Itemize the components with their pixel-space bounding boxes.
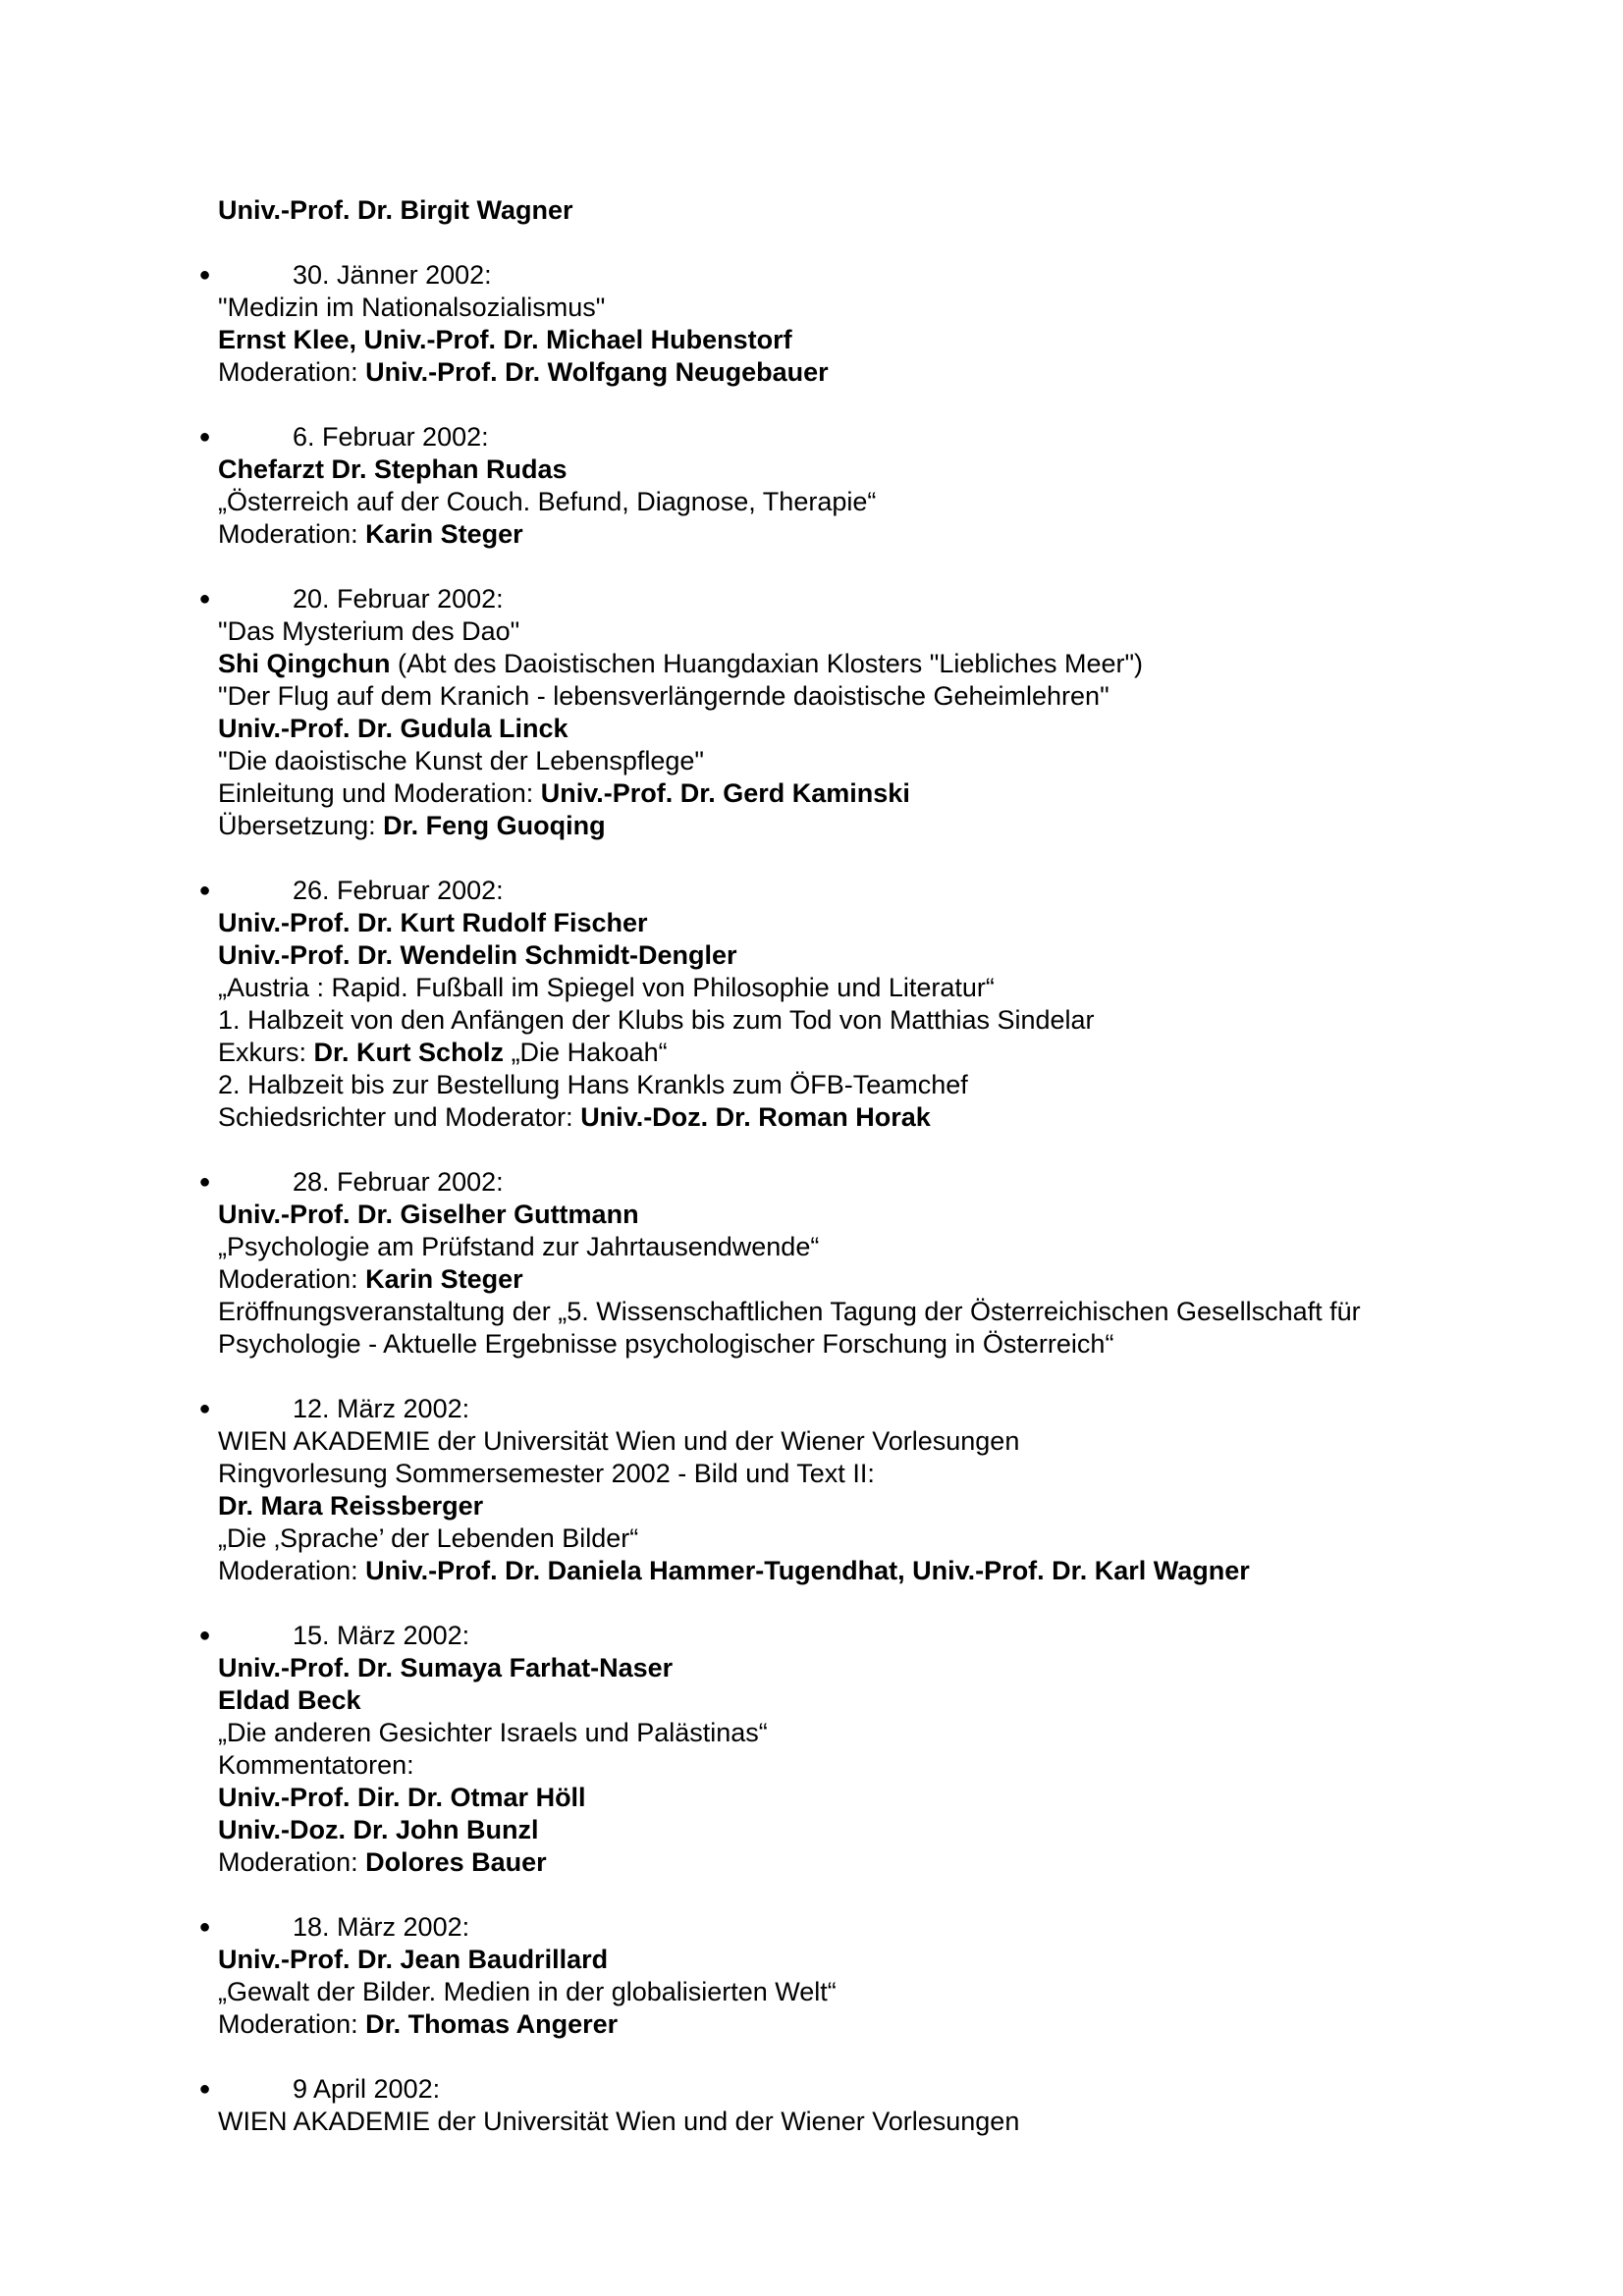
event-text: Moderation: [218, 1847, 366, 1877]
event-line [218, 1522, 1623, 1555]
event-line [218, 777, 1623, 810]
event-line [218, 1425, 1623, 1458]
event-entry [0, 1911, 1623, 2041]
event-line [218, 1037, 1623, 1069]
event-text: Übersetzung: [218, 811, 384, 840]
event-line [218, 1004, 1623, 1037]
bullet-icon: ● [198, 1171, 211, 1193]
event-text: Moderation: [218, 1556, 366, 1585]
event-line [218, 292, 1623, 324]
event-date: 28. Februar 2002: [293, 1167, 504, 1197]
event-text: Moderation: [218, 1264, 366, 1294]
event-line [218, 1490, 1623, 1522]
event-text: "Die daoistische Kunst der Lebenspflege" [218, 746, 704, 775]
event-text: „Die anderen Gesichter Israels und Palästinas“ [218, 1718, 768, 1747]
event-text: "Das Mysterium des Dao" [218, 616, 520, 646]
event-line [218, 1652, 1623, 1684]
event-line [218, 1069, 1623, 1101]
event-text: „Österreich auf der Couch. Befund, Diagnose, Therapie“ [218, 487, 877, 516]
event-line [218, 1458, 1623, 1490]
speaker-name: Karin Steger [365, 1264, 523, 1294]
speaker-name: Univ.-Prof. Dr. Sumaya Farhat-Naser [218, 1653, 674, 1682]
event-text: (Abt des Daoistischen Huangdaxian Klosters "Liebliches Meer") [390, 649, 1144, 678]
event-line [218, 1296, 1623, 1328]
speaker-name: Univ.-Doz. Dr. John Bunzl [218, 1815, 539, 1844]
event-line [218, 1231, 1623, 1263]
bullet-icon: ● [198, 1916, 211, 1938]
event-entry [0, 1166, 1623, 1361]
speaker-name: Univ.-Doz. Dr. Roman Horak [580, 1102, 931, 1132]
speaker-name: Dr. Thomas Angerer [365, 2009, 619, 2039]
speaker-name: Univ.-Prof. Dir. Dr. Otmar Höll [218, 1783, 586, 1812]
bullet-icon: ● [198, 264, 211, 286]
event-text: Exkurs: [218, 1038, 314, 1067]
event-line [218, 454, 1623, 486]
event-list [0, 259, 1623, 2138]
event-line [218, 2008, 1623, 2041]
event-line [218, 745, 1623, 777]
event-line [218, 1814, 1623, 1846]
speaker-name: Shi Qingchun [218, 649, 391, 678]
speaker-name: Univ.-Prof. Dr. Wolfgang Neugebauer [365, 357, 829, 387]
speaker-name: Univ.-Prof. Dr. Gudula Linck [218, 714, 568, 743]
leading-speaker-line: Univ.-Prof. Dr. Birgit Wagner [218, 195, 573, 225]
event-text: WIEN AKADEMIE der Universität Wien und der Wiener Vorlesungen [218, 2107, 1020, 2136]
speaker-name: Univ.-Prof. Dr. Giselher Guttmann [218, 1200, 639, 1229]
event-line [218, 1749, 1623, 1782]
event-line [218, 1199, 1623, 1231]
speaker-name: Dr. Mara Reissberger [218, 1491, 484, 1521]
speaker-name: Univ.-Prof. Dr. Jean Baudrillard [218, 1945, 609, 1974]
document-page [0, 194, 1623, 2138]
speaker-name: Ernst Klee, Univ.-Prof. Dr. Michael Hubenstorf [218, 325, 792, 354]
event-text: Kommentatoren: [218, 1750, 414, 1780]
speaker-name: Eldad Beck [218, 1685, 361, 1715]
event-line [218, 615, 1623, 648]
event-text: „Austria : Rapid. Fußball im Spiegel von Philosophie und Literatur“ [218, 973, 995, 1002]
event-text: 1. Halbzeit von den Anfängen der Klubs bis zum Tod von Matthias Sindelar [218, 1005, 1095, 1035]
event-line [218, 939, 1623, 972]
event-line [218, 1263, 1623, 1296]
event-line [218, 1101, 1623, 1134]
event-date: 18. März 2002: [293, 1912, 470, 1942]
event-line [218, 810, 1623, 842]
event-text: „Die ‚Sprache’ der Lebenden Bilder“ [218, 1523, 639, 1553]
event-line [218, 1944, 1623, 1976]
speaker-name: Chefarzt Dr. Stephan Rudas [218, 454, 568, 484]
event-line [218, 1976, 1623, 2008]
event-line [218, 1782, 1623, 1814]
event-line [218, 2106, 1623, 2138]
bullet-icon: ● [198, 588, 211, 610]
event-text: WIEN AKADEMIE der Universität Wien und der Wiener Vorlesungen [218, 1426, 1020, 1456]
bullet-icon: ● [198, 426, 211, 448]
event-entry [0, 421, 1623, 551]
event-line [218, 713, 1623, 745]
event-text: „Psychologie am Prüfstand zur Jahrtausendwende“ [218, 1232, 820, 1261]
bullet-icon: ● [198, 2078, 211, 2100]
event-date: 15. März 2002: [293, 1621, 470, 1650]
event-entry [0, 1620, 1623, 1879]
event-entry [0, 875, 1623, 1134]
event-line [218, 518, 1623, 551]
event-line [218, 680, 1623, 713]
event-line [218, 907, 1623, 939]
speaker-name: Univ.-Prof. Dr. Daniela Hammer-Tugendhat, Univ.-Prof. Dr. Karl Wagner [365, 1556, 1250, 1585]
event-line [218, 1717, 1623, 1749]
event-line [218, 486, 1623, 518]
event-text: Schiedsrichter und Moderator: [218, 1102, 581, 1132]
event-text: "Medizin im Nationalsozialismus" [218, 293, 606, 322]
speaker-name: Dr. Kurt Scholz [313, 1038, 505, 1067]
event-text: "Der Flug auf dem Kranich - lebensverlängernde daoistische Geheimlehren" [218, 681, 1109, 711]
event-line [218, 1684, 1623, 1717]
event-line [218, 356, 1623, 389]
bullet-icon: ● [198, 1398, 211, 1419]
event-line [218, 972, 1623, 1004]
event-date: 20. Februar 2002: [293, 584, 504, 614]
event-entry [0, 583, 1623, 842]
bullet-icon: ● [198, 1625, 211, 1646]
speaker-name: Dr. Feng Guoqing [383, 811, 606, 840]
speaker-name: Univ.-Prof. Dr. Kurt Rudolf Fischer [218, 908, 648, 937]
event-date: 26. Februar 2002: [293, 876, 504, 905]
speaker-name: Univ.-Prof. Dr. Gerd Kaminski [540, 778, 910, 808]
event-date: 6. Februar 2002: [293, 422, 489, 452]
event-line [218, 1555, 1623, 1587]
event-date: 30. Jänner 2002: [293, 260, 492, 290]
speaker-name: Dolores Bauer [365, 1847, 547, 1877]
event-text: „Die Hakoah“ [504, 1038, 668, 1067]
event-text: Moderation: [218, 357, 366, 387]
event-entry [0, 2073, 1623, 2138]
speaker-name: Univ.-Prof. Dr. Wendelin Schmidt-Dengler [218, 940, 737, 970]
event-text: „Gewalt der Bilder. Medien in der globalisierten Welt“ [218, 1977, 837, 2006]
event-text: Moderation: [218, 2009, 366, 2039]
speaker-name: Karin Steger [365, 519, 523, 549]
event-line [218, 1846, 1623, 1879]
event-text: Psychologie - Aktuelle Ergebnisse psychologischer Forschung in Österreich“ [218, 1329, 1114, 1359]
event-text: 2. Halbzeit bis zur Bestellung Hans Krankls zum ÖFB-Teamchef [218, 1070, 968, 1099]
event-entry [0, 1393, 1623, 1587]
event-text: Moderation: [218, 519, 366, 549]
event-line [218, 324, 1623, 356]
event-line [218, 1328, 1623, 1361]
bullet-icon: ● [198, 880, 211, 901]
event-date: 12. März 2002: [293, 1394, 470, 1423]
event-text: Eröffnungsveranstaltung der „5. Wissenschaftlichen Tagung der Österreichischen Gesellschaft für [218, 1297, 1361, 1326]
event-text: Ringvorlesung Sommersemester 2002 - Bild und Text II: [218, 1459, 875, 1488]
event-entry [0, 259, 1623, 389]
event-date: 9 April 2002: [293, 2074, 441, 2104]
event-line [218, 648, 1623, 680]
event-text: Einleitung und Moderation: [218, 778, 541, 808]
